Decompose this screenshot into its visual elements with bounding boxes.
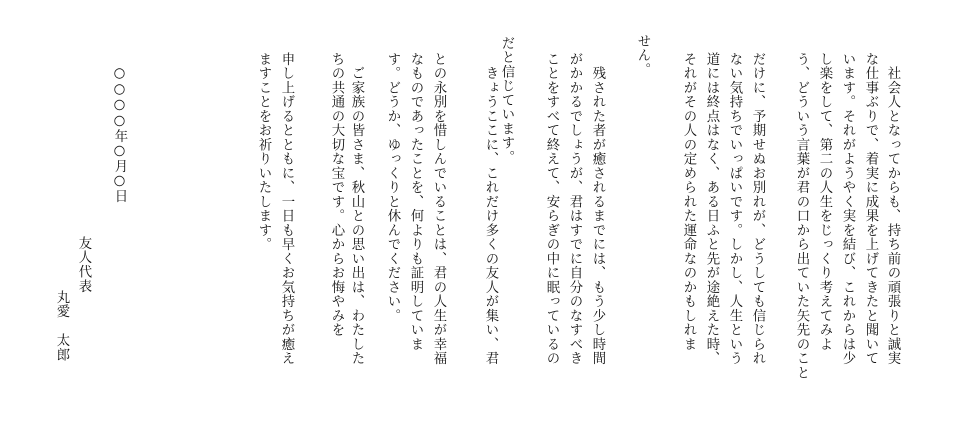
letter-line: きょうここに、これだけ多くの友人が集い、君	[483, 52, 498, 366]
letter-line: ちの共通の大切な宝です。心からお悔やみを	[329, 52, 344, 337]
signature-title: 友人代表	[76, 236, 91, 294]
letter-line: ますことをお祈りいたします。	[256, 52, 271, 252]
letter-line: 社会人となってからも、持ち前の頑張りと誠実	[885, 52, 900, 366]
letter-line: との永別を惜しんでいることは、君の人生が幸福	[431, 52, 446, 366]
letter-line: し楽をして、第二の人生をじっくり考えてみよ	[817, 52, 832, 352]
letter-line: なものであったことを、何よりも証明していま	[408, 52, 423, 352]
letter-line: 申し上げるとともに、一日も早くお気持ちが癒え	[279, 52, 294, 366]
letter-line: ご家族の皆さま、秋山との思い出は、わたした	[349, 52, 364, 366]
letter-line: だけに、予期せぬお別れが、どうしても信じられ	[750, 52, 765, 366]
letter-line: ない気持ちでいっぱいです。しかし、人生という	[727, 52, 742, 366]
letter-line: います。それがようやく実を結び、これからは少	[840, 52, 855, 366]
letter-line: だと信じています。	[499, 36, 514, 165]
letter-line: がかかるでしょうが、君はすでに自分のなすべき	[567, 52, 582, 366]
letter-line: な仕事ぶりで、着実に成果を上げてきたと聞いて	[863, 52, 878, 366]
letter-line: う、どういう言葉が君の口から出ていた矢先のこと	[794, 52, 809, 380]
letter-line: 残された者が癒されるまでには、もう少し時間	[590, 52, 605, 366]
letter-line: す。どうか、ゆっくりと休んでください。	[385, 52, 400, 323]
letter-line: 道には終点はなく、ある日ふと先が途絶えた時、	[704, 52, 719, 366]
signature-name: 丸愛 太郎	[54, 290, 69, 362]
letter-line: ことをすべて終えて、安らぎの中に眠っているの	[544, 52, 559, 366]
letter-date: ○○○○年○月○日	[112, 66, 127, 204]
letter-line: せん。	[635, 34, 650, 77]
letter-line: それがその人の定められた運命なのかもしれま	[681, 52, 696, 352]
